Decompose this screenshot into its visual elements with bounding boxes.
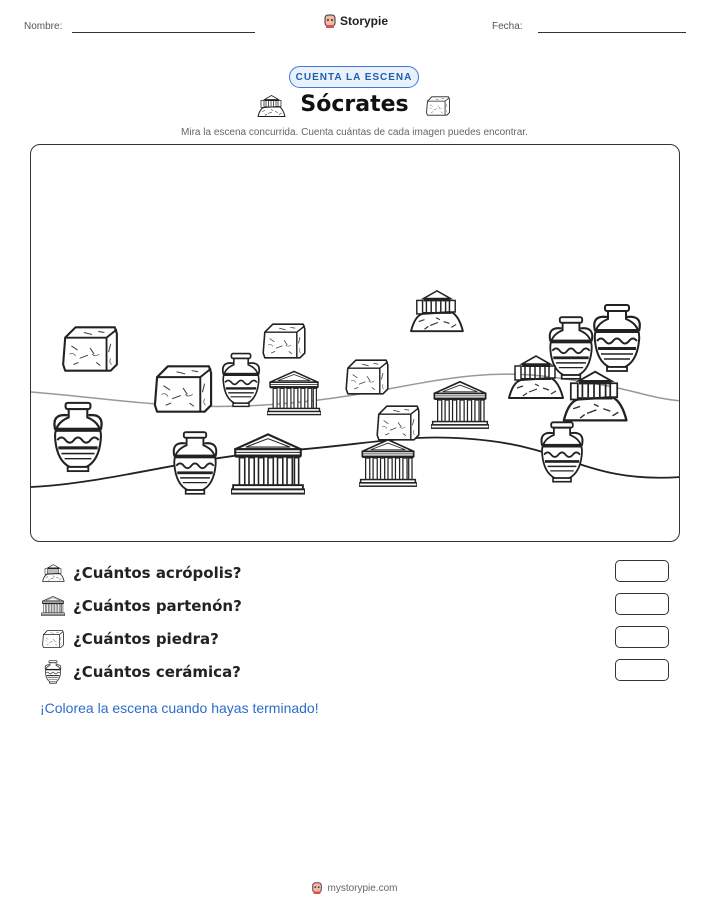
question-text: ¿Cuántos cerámica? <box>73 663 241 681</box>
page-title: Sócrates <box>300 92 409 117</box>
storypie-mascot-icon <box>323 13 337 29</box>
stone-icon <box>263 324 305 358</box>
answer-box-parthenon[interactable] <box>615 593 669 615</box>
site-footer <box>0 881 709 895</box>
scene-badge: CUENTA LA ESCENA <box>289 66 419 88</box>
stone-icon <box>63 327 117 370</box>
parthenon-icon <box>431 382 489 428</box>
name-label: Nombre: <box>24 21 63 32</box>
answer-box-stone[interactable] <box>615 626 669 648</box>
storypie-mascot-icon <box>311 881 323 895</box>
stone-icon <box>424 95 452 117</box>
acropolis-icon <box>411 291 463 331</box>
counting-scene <box>30 144 680 542</box>
question-text: ¿Cuántos acrópolis? <box>73 564 242 582</box>
name-line[interactable] <box>72 32 255 33</box>
brand-logo <box>323 13 388 29</box>
question-row-vase <box>41 659 671 685</box>
parthenon-icon <box>231 434 305 493</box>
question-text: ¿Cuántos piedra? <box>73 630 219 648</box>
scene-illustration <box>31 145 680 542</box>
vase-icon <box>550 317 593 379</box>
brand-name: Storypie <box>340 14 389 28</box>
answer-box-vase[interactable] <box>615 659 669 681</box>
site-url[interactable]: mystorypie.com <box>327 882 398 894</box>
parthenon-icon <box>267 371 321 414</box>
vase-icon <box>223 354 259 407</box>
vase-icon <box>54 403 101 471</box>
date-label: Fecha: <box>492 21 523 32</box>
answer-box-acropolis[interactable] <box>615 560 669 582</box>
vase-icon <box>41 660 65 684</box>
stone-icon <box>377 406 419 440</box>
acropolis-icon <box>41 561 65 585</box>
stone-icon <box>155 366 211 411</box>
parthenon-icon <box>41 594 65 618</box>
instructions: Mira la escena concurrida. Cuenta cuántas de cada imagen puedes encontrar. <box>181 127 528 138</box>
parthenon-icon <box>359 440 417 486</box>
date-line[interactable] <box>538 32 686 33</box>
coloring-note: ¡Colorea la escena cuando hayas terminado! <box>40 700 319 716</box>
stone-icon <box>346 360 388 394</box>
vase-icon <box>174 432 217 494</box>
question-row-acropolis <box>41 560 671 586</box>
question-text: ¿Cuántos partenón? <box>73 597 242 615</box>
question-row-stone <box>41 626 671 652</box>
stone-icon <box>41 627 65 651</box>
vase-icon <box>541 422 582 481</box>
vase-icon <box>594 305 640 371</box>
question-row-parthenon <box>41 593 671 619</box>
